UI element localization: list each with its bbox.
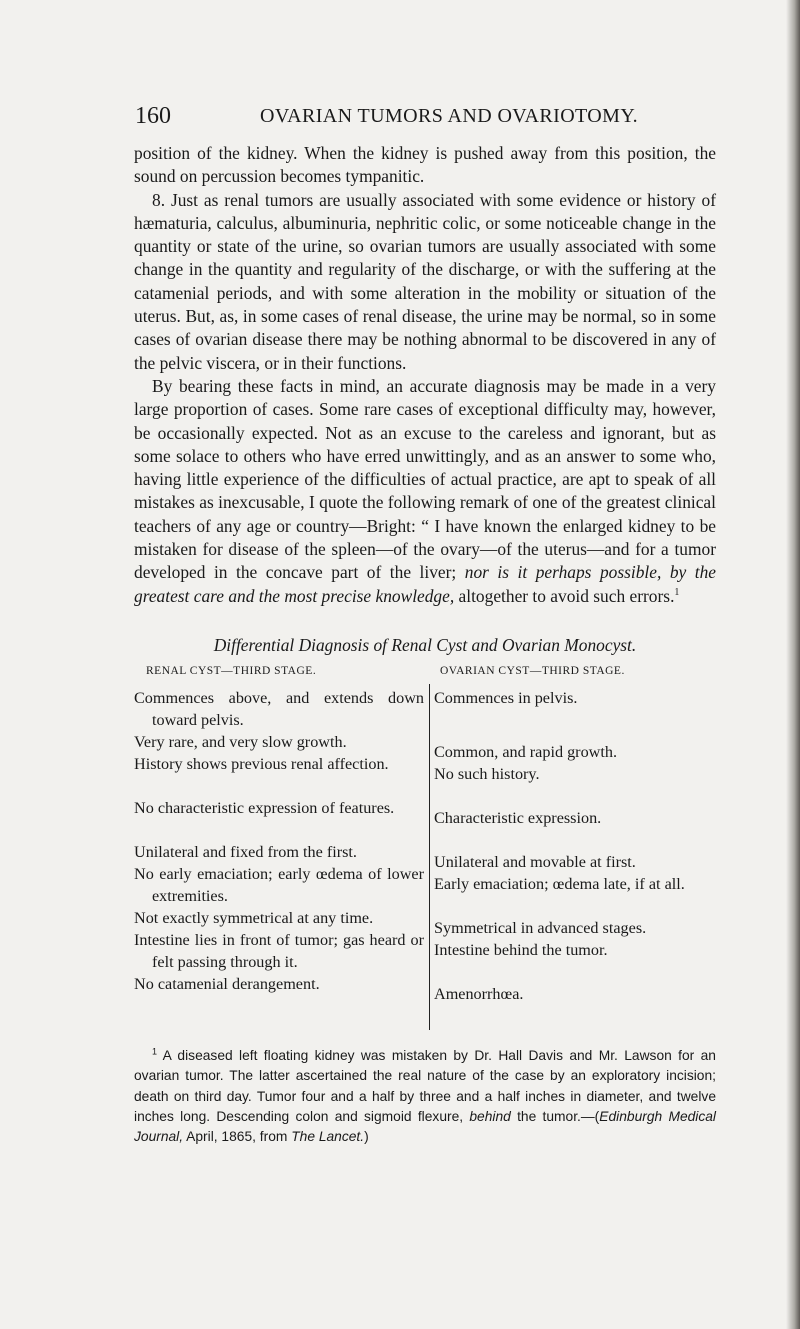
running-title: OVARIAN TUMORS AND OVARIOTOMY.	[260, 105, 638, 127]
section-heading: Differential Diagnosis of Renal Cyst and Ovarian Monocyst.	[213, 635, 637, 655]
footnote-text-c: April, 1865, from	[183, 1129, 292, 1145]
page-binding-shadow	[786, 0, 800, 1329]
footnote-journal: Edinburgh Medical Journal,	[134, 1108, 716, 1145]
footnote-emphasis: behind	[469, 1108, 511, 1124]
footnote-source: The Lancet.	[291, 1129, 365, 1145]
renal-row: No early emaciation; early œdema of lower extremities.	[134, 865, 424, 905]
renal-row: No catamenial derangement.	[134, 975, 320, 993]
ovarian-cyst-header: OVARIAN CYST—THIRD STAGE.	[440, 665, 625, 677]
ovarian-row: Amenorrhœa.	[434, 985, 524, 1003]
ovarian-cyst-column	[434, 660, 720, 1003]
renal-row: Unilateral and fixed from the first.	[134, 843, 357, 861]
renal-row: History shows previous renal affection.	[134, 755, 389, 773]
paragraph-continuation: position of the kidney. When the kidney is pushed away from this position, the sound on percussion becomes tympanitic.	[134, 143, 716, 187]
page-number: 160	[135, 103, 171, 129]
column-divider	[429, 684, 430, 1030]
quote-text-a: By bearing these facts in mind, an accurate diagnosis may be made in a very large proportion of cases. Some rare cases of exceptional difficulty may, however, be occasionally expected. Not as an excuse to the careless and ignorant, but as some solace to others who have erred unwittingly, and as an answer to some who, having little experience of the difficulties of actual practice, are apt to speak of all mistakes as inexcusable, I quote the following remark of one of the greatest clinical teachers of any age or country—Bright: “ I have known the enlarged kidney to be mistaken for disease of the spleen—of the ovary—of the uterus—and for a tumor developed in the concave part of the liver;	[134, 375, 716, 583]
paragraph-bright-quote	[134, 375, 716, 608]
ovarian-row: Symmetrical in advanced stages.	[434, 919, 647, 937]
ovarian-row: Early emaciation; œdema late, if at all.	[434, 875, 685, 893]
renal-cyst-column	[134, 660, 424, 993]
quote-text-b: altogether to avoid such errors.	[454, 585, 675, 606]
body-text	[134, 142, 716, 608]
footnote-text-b: the tumor.—(	[510, 1108, 600, 1124]
differential-table	[134, 660, 720, 1035]
renal-row: Commences above, and extends down toward pelvis.	[134, 689, 424, 729]
footnote-text-d: )	[364, 1129, 369, 1145]
renal-row: Intestine lies in front of tumor; gas heard or felt passing through it.	[134, 931, 424, 971]
footnote-text-a: A diseased left floating kidney was mistaken by Dr. Hall Davis and Mr. Lawson for an ovarian tumor. The latter ascertained the real nature of the case by an exploratory incision; death on third day. Tumor four and a half by three and a half inches in diameter, and twelve inches long. Descending colon and sigmoid flexure,	[134, 1048, 716, 1124]
footnote-text	[134, 1046, 716, 1147]
footnote-mark: 1	[152, 1046, 158, 1057]
renal-cyst-header: RENAL CYST—THIRD STAGE.	[146, 665, 317, 677]
ovarian-row: Common, and rapid growth.	[434, 743, 617, 761]
footnote	[134, 1046, 716, 1147]
renal-row: Not exactly symmetrical at any time.	[134, 909, 374, 927]
ovarian-row: Commences in pelvis.	[434, 689, 578, 707]
renal-row: No characteristic expression of features.	[134, 799, 395, 817]
ovarian-row: Intestine behind the tumor.	[434, 941, 608, 959]
renal-row: Very rare, and very slow growth.	[134, 733, 347, 751]
ovarian-row: No such history.	[434, 765, 540, 783]
ovarian-row: Characteristic expression.	[434, 809, 602, 827]
page-header	[135, 102, 715, 130]
ovarian-row: Unilateral and movable at first.	[434, 853, 636, 871]
quote-text-italic: nor is it perhaps possible, by the greatest care and the most precise knowledge,	[134, 562, 716, 606]
footnote-reference: 1	[674, 586, 680, 598]
paragraph-point-8: 8. Just as renal tumors are usually associated with some evidence or history of hæmaturia, calculus, albuminuria, nephritic colic, or some noticeable change in the quantity or state of the urine, so ovarian tumors are usually associated with some change in the quantity and regularity of the discharge, or with the suffering at the catamenial periods, and with some alteration in the mobility or situation of the uterus. But, as, in some cases of renal disease, the urine may be normal, so in some cases of ovarian disease there may be nothing abnormal to be discovered in any of the pelvic viscera, or in their functions.	[134, 189, 716, 373]
